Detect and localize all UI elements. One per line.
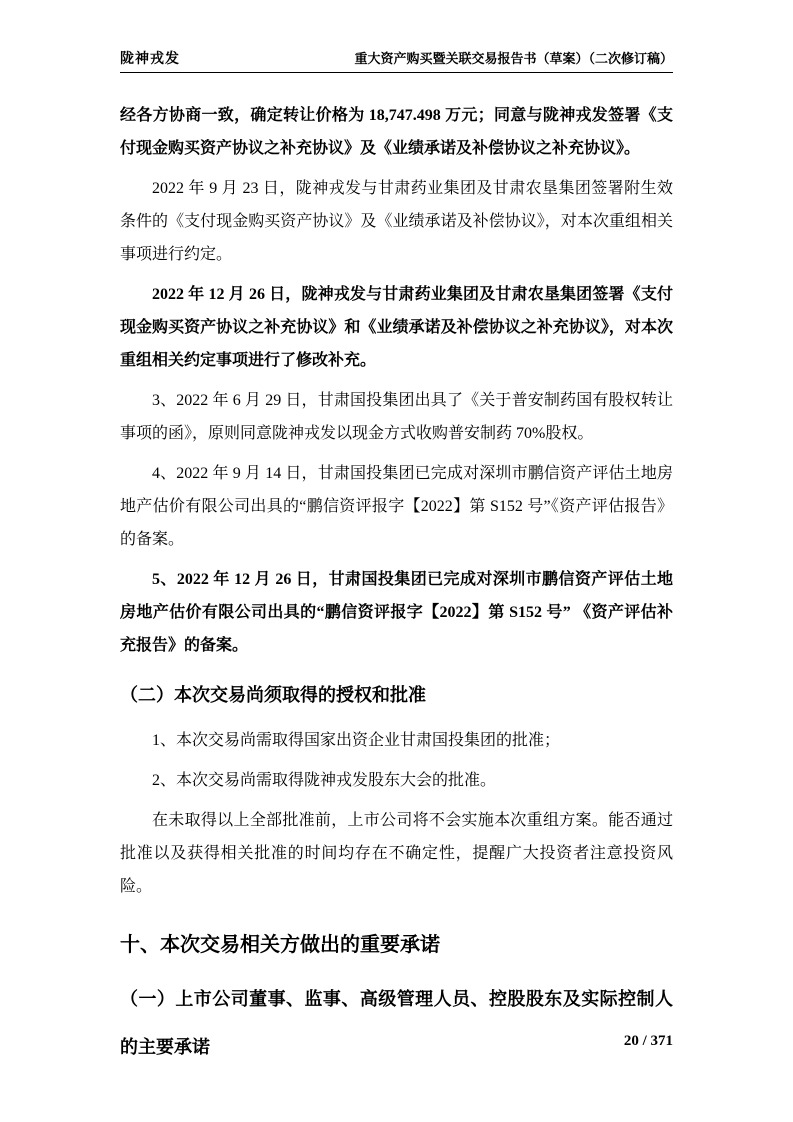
header-company-name: 陇神戎发 <box>120 52 180 67</box>
paragraph-item-3: 3、2022 年 6 月 29 日，甘肃国投集团出具了《关于普安制药国有股权转让事项的函》，原则同意陇神戎发以现金方式收购普安制药 70%股权。 <box>120 392 673 442</box>
paragraph-item-5: 5、2022 年 12 月 26 日，甘肃国投集团已完成对深圳市鹏信资产评估土地房地产估价有限公司出具的“鹏信资评报字【2022】第 S152 号” 《资产评估补充报告》的备案。 <box>120 571 673 654</box>
page-header <box>120 48 673 73</box>
section-heading-approvals: （二）本次交易尚须取得的授权和批准 <box>120 685 426 705</box>
paragraph-item-4: 4、2022 年 9 月 14 日，甘肃国投集团已完成对深圳市鹏信资产评估土地房地产估价有限公司出具的“鹏信资评报字【2022】第 S152 号”《资产评估报告》的备案。 <box>120 465 673 548</box>
paragraph-supplement-2022-12-26: 2022 年 12 月 26 日，陇神戎发与甘肃药业集团及甘肃农垦集团签署《支付现金购买资产协议之补充协议》和《业绩承诺及补偿协议之补充协议》，对本次重组相关约定事项进行了修改补充。 <box>120 286 673 369</box>
paragraph-agreement-2022-09-23: 2022 年 9 月 23 日，陇神戎发与甘肃药业集团及甘肃农垦集团签署附生效条件的《支付现金购买资产协议》及《业绩承诺及补偿协议》，对本次重组相关事项进行约定。 <box>120 180 673 263</box>
document-body <box>120 99 673 1071</box>
paragraph-approval-2: 2、本次交易尚需取得陇神戎发股东大会的批准。 <box>152 772 497 789</box>
paragraph-transfer-price: 经各方协商一致，确定转让价格为 18,747.498 万元；同意与陇神戎发签署《支付现金购买资产协议之补充协议》及《业绩承诺及补偿协议之补充协议》。 <box>120 107 673 157</box>
paragraph-risk-notice: 在未取得以上全部批准前，上市公司将不会实施本次重组方案。能否通过批准以及获得相关批准的时间均存在不确定性，提醒广大投资者注意投资风险。 <box>120 812 673 895</box>
section-heading-major-commitments: （一）上市公司董事、监事、高级管理人员、控股股东及实际控制人的主要承诺 <box>120 989 673 1057</box>
paragraph-approval-1: 1、本次交易尚需取得国家出资企业甘肃国投集团的批准； <box>152 732 561 749</box>
chapter-heading-commitments: 十、本次交易相关方做出的重要承诺 <box>120 934 440 956</box>
page-number: 20 / 371 <box>623 1033 673 1049</box>
page-footer <box>624 1033 673 1050</box>
header-document-title: 重大资产购买暨关联交易报告书（草案）（二次修订稿） <box>354 51 673 66</box>
